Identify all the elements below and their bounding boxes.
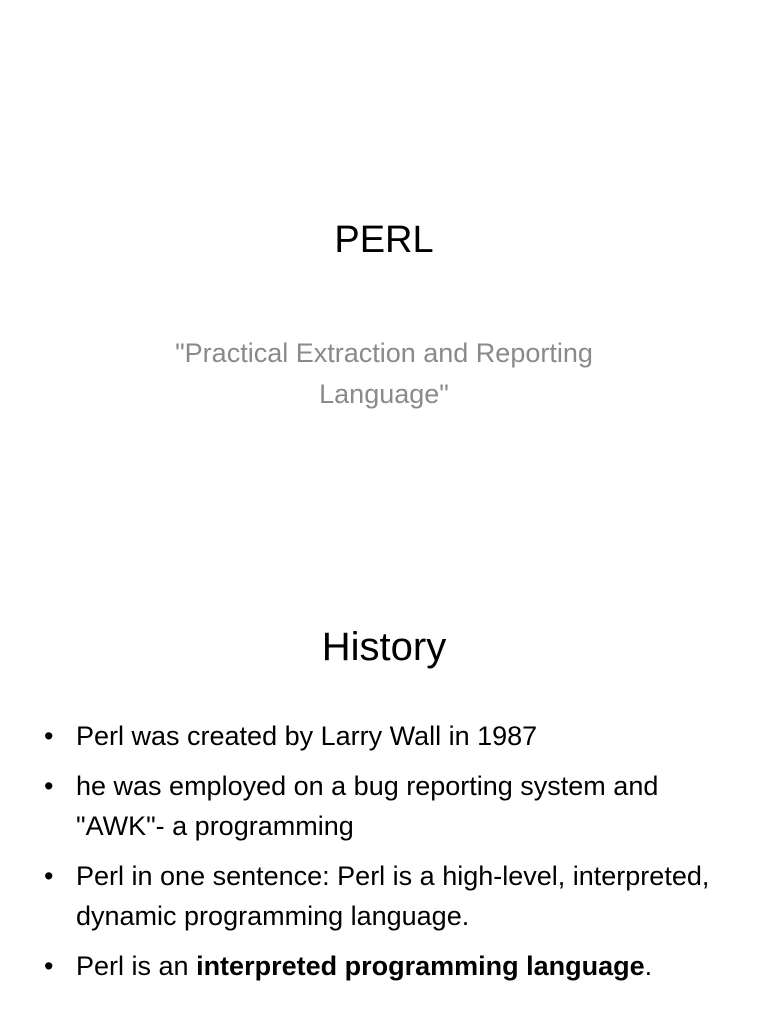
bullet-item bbox=[44, 766, 744, 846]
bullet-dot: • bbox=[44, 951, 54, 981]
bullet-text-suffix: . bbox=[644, 951, 653, 981]
bullet-dot: • bbox=[44, 721, 54, 751]
bullet-text-bold: interpreted programming language bbox=[196, 951, 645, 981]
bullet-text-prefix: Perl is an bbox=[76, 951, 197, 981]
bullet-text: he was employed on a bug reporting system and "AWK"- a programming bbox=[76, 771, 659, 841]
bullet-item bbox=[44, 856, 744, 936]
bullet-text: Perl was created by Larry Wall in 1987 bbox=[76, 721, 538, 751]
slide-subtitle: "Practical Extraction and Reporting Language" bbox=[175, 338, 593, 409]
slide-title: PERL bbox=[334, 219, 434, 261]
history-heading: History bbox=[321, 625, 447, 669]
bullet-text: Perl in one sentence: Perl is a high-level, interpreted, dynamic programming language. bbox=[76, 861, 710, 931]
bullet-dot: • bbox=[44, 861, 54, 891]
bullet-item bbox=[44, 716, 744, 756]
bullet-dot: • bbox=[44, 771, 54, 801]
history-bullet-list bbox=[44, 716, 744, 996]
bullet-item bbox=[44, 946, 744, 986]
history-slide bbox=[0, 576, 768, 1024]
